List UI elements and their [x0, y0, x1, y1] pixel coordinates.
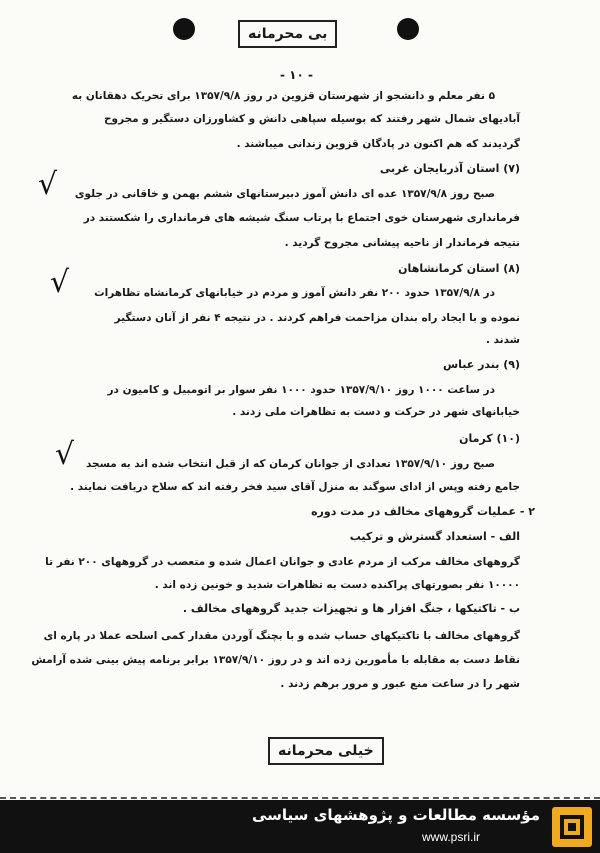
subsection-heading: الف - استعداد گسترش و ترکیب — [349, 530, 520, 543]
section-heading: (۸) استان کرمانشاهان — [398, 262, 520, 275]
text-line: آبادیهای شمال شهر رفتند که بوسیله سپاهی دانش و کشاورزان دستگیر و مجروح — [103, 113, 520, 125]
classification-stamp-bottom: خیلی محرمانه — [268, 737, 384, 765]
section-heading: (۹) بندر عباس — [442, 358, 520, 371]
text-line: در ساعت ۱۰۰۰ روز ۱۳۵۷/۹/۱۰ حدود ۱۰۰۰ نفر سوار بر اتومبیل و کامیون در — [107, 384, 495, 396]
text-line: جامع رفته وپس از ادای سوگند به منزل آقای سید فخر رفته اند که سلاح دریافت نمایند . — [70, 481, 520, 493]
text-line: گروههای مخالف مرکب از مردم عادی و جوانان اعمال شده و متعصب در گروههای ۲۰۰ نفر تا — [45, 556, 520, 568]
text-line: نتیجه فرماندار از ناحیه پیشانی مجروح گردید . — [284, 237, 520, 249]
handwritten-mark: √ — [55, 437, 75, 472]
text-line: نقاط دست به مقابله با مأمورین زده اند و در روز ۱۳۵۷/۹/۱۰ برابر برنامه پیش بینی شده آرامش — [31, 654, 520, 666]
subsection-heading: ب - تاکتیکها ، جنگ افزار ها و تجهیزات جدید گروههای مخالف . — [182, 602, 520, 615]
text-line: گروههای مخالف با تاکتیکهای حساب شده و با بچنگ آوردن مقدار کمی اسلحه عملا در پاره ای — [43, 630, 520, 642]
section-heading: (۱۰) کرمان — [459, 432, 520, 445]
page-number: - ۱۰ - — [280, 68, 313, 82]
text-line: شهر را در ساعت منع عبور و مرور برهم زدند . — [280, 678, 520, 690]
text-line: شدند . — [485, 334, 520, 346]
text-line: نموده و با ایجاد راه بندان مزاحمت فراهم کردند . در نتیجه ۴ نفر از آنان دستگیر — [114, 312, 520, 324]
text-line: ۵ نفر معلم و دانشجو از شهرستان قزوین در روز ۱۳۵۷/۹/۸ برای تحریک دهقانان به — [71, 90, 495, 102]
punch-hole-right — [397, 18, 419, 40]
classification-stamp-top: بی محرمانه — [238, 20, 337, 48]
footer-banner — [0, 800, 600, 853]
punch-hole-left — [173, 18, 195, 40]
footer-title: مؤسسه مطالعات و پژوهشهای سیاسی — [251, 806, 540, 824]
section-heading: ۲ - عملیات گروههای مخالف در مدت دوره — [311, 505, 535, 518]
handwritten-mark: √ — [38, 167, 58, 202]
text-line: صبح روز ۱۳۵۷/۹/۸ عده ای دانش آموز دبیرستانهای ششم بهمن و خاقانی در جلوی — [74, 188, 495, 200]
text-line: ۱۰۰۰۰ نفر بصورتهای پراکنده دست به تظاهرات شدید و خونین زده اند . — [154, 579, 520, 591]
text-line: فرمانداری شهرستان خوی اجتماع با پرتاب سنگ شیشه های فرمانداری را شکستند در — [83, 212, 520, 224]
institute-logo-icon — [552, 807, 592, 847]
handwritten-mark: √ — [50, 265, 70, 300]
footer-url[interactable]: www.psri.ir — [421, 830, 480, 844]
text-line: در ۱۳۵۷/۹/۸ حدود ۲۰۰ نفر دانش آموز و مردم در خیابانهای کرمانشاه تظاهرات — [94, 287, 495, 299]
text-line: خیابانهای شهر در حرکت و دست به تظاهرات ملی زدند . — [232, 406, 520, 418]
text-line: گردیدند که هم اکنون در پادگان قزوین زندانی میباشند . — [236, 138, 520, 150]
page-divider — [0, 797, 600, 799]
text-line: صبح روز ۱۳۵۷/۹/۱۰ تعدادی از جوانان کرمان که از قبل انتخاب شده اند به مسجد — [85, 458, 495, 470]
section-heading: (۷) استان آذربایجان غربی — [379, 162, 520, 175]
